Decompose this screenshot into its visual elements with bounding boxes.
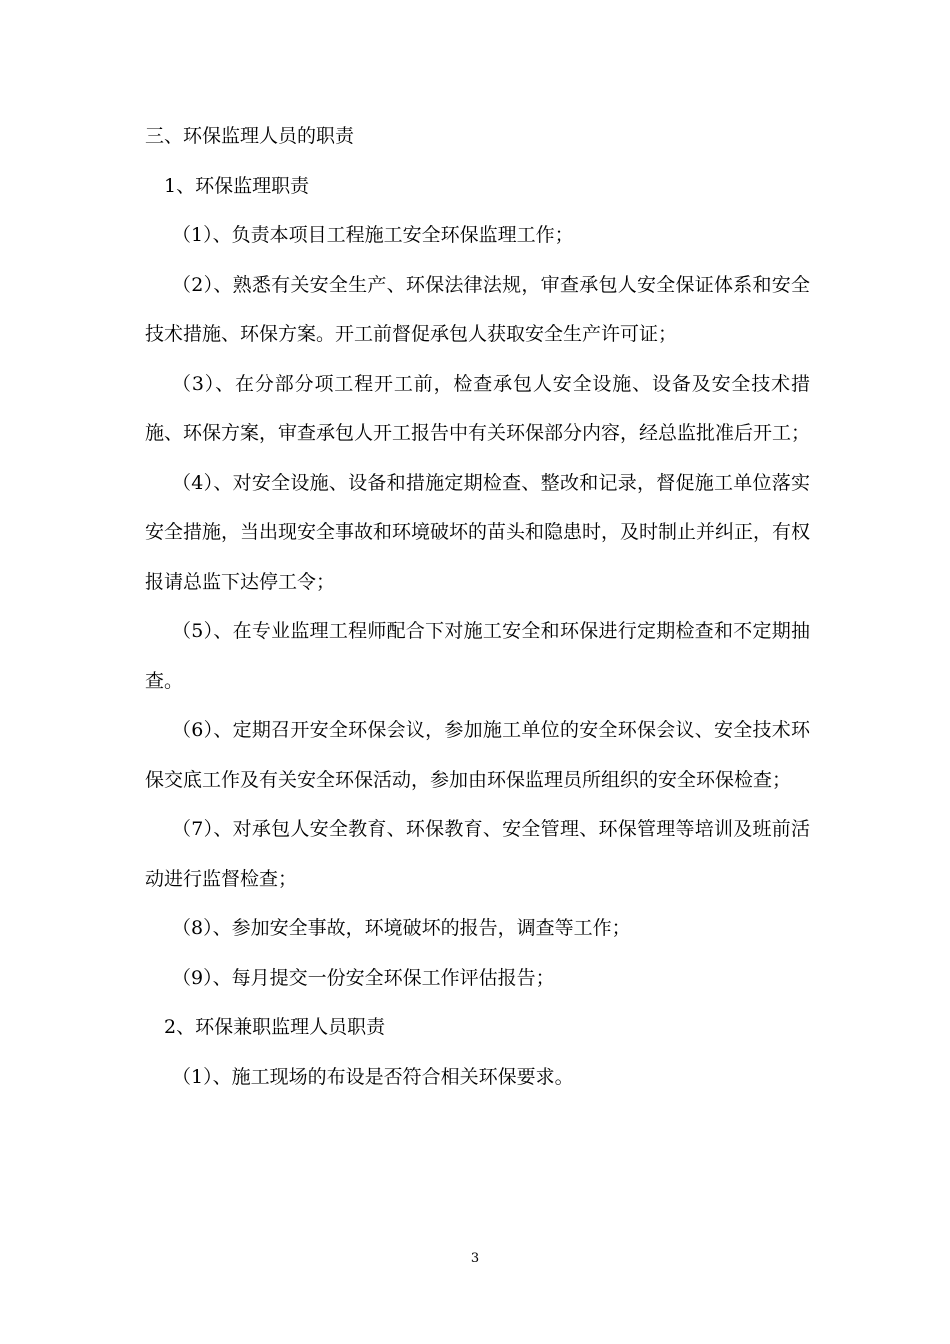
duty-item-2: （2）、熟悉有关安全生产、环保法律法规，审查承包人安全保证体系和安全技术措施、环保方案。开工前督促承包人获取安全生产许可证； (145, 273, 810, 345)
duty-item-8: （8）、参加安全事故，环境破坏的报告，调查等工作； (172, 917, 631, 939)
document-body (145, 112, 810, 1102)
duty-item-9: （9）、每月提交一份安全环保工作评估报告； (172, 966, 555, 989)
duty-item-5: （5）、在专业监理工程师配合下对施工安全和环保进行定期检查和不定期抽查。 (145, 620, 810, 692)
duty-item-3: （3）、在分部分项工程开工前，检查承包人安全设施、设备及安全技术措施、环保方案，审查承包人开工报告中有关环保部分内容，经总监批准后开工； (145, 372, 811, 444)
page-number: 3 (470, 1251, 480, 1266)
duty-item-7: （7）、对承包人安全教育、环保教育、安全管理、环保管理等培训及班前活动进行监督检查； (145, 818, 810, 890)
subsection-heading-2: 2、环保兼职监理人员职责 (164, 1016, 386, 1038)
duty-item-1: （1）、负责本项目工程施工安全环保监理工作； (172, 224, 574, 246)
duty-item-4: （4）、对安全设施、设备和措施定期检查、整改和记录，督促施工单位落实安全措施，当出现安全事故和环境破坏的苗头和隐患时，及时制止并纠正，有权报请总监下达停工令； (145, 471, 811, 593)
duty-item-6: （6）、定期召开安全环保会议，参加施工单位的安全环保会议、安全技术环保交底工作及有关安全环保活动，参加由环保监理员所组织的安全环保检查； (145, 719, 810, 791)
part-time-duty-item-1: （1）、施工现场的布设是否符合相关环保要求。 (172, 1065, 574, 1088)
subsection-heading-1: 1、环保监理职责 (164, 174, 310, 197)
section-heading: 三、环保监理人员的职责 (145, 125, 355, 147)
